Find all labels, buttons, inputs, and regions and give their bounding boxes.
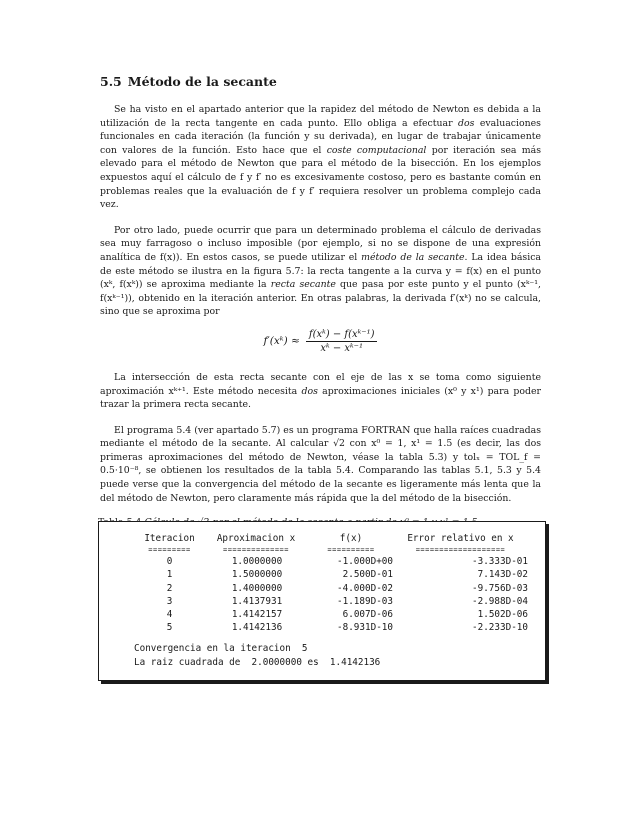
table-row bbox=[136, 568, 528, 581]
table-cell: 1.5000000 bbox=[231, 569, 283, 581]
results-table bbox=[136, 532, 528, 634]
section-number: 5.5 bbox=[100, 74, 122, 89]
table-row bbox=[136, 582, 528, 595]
secant-derivative-formula bbox=[100, 329, 541, 359]
table-cell: 1.0000000 bbox=[231, 556, 283, 568]
section-title bbox=[100, 74, 541, 89]
table-cell: 1.4137931 bbox=[231, 595, 283, 607]
table-cell: 1.4142136 bbox=[231, 622, 283, 634]
results-box bbox=[98, 521, 546, 681]
header-underline: ========= bbox=[148, 546, 191, 555]
paragraph-4 bbox=[100, 424, 541, 506]
table-cell: 5 bbox=[166, 622, 173, 634]
table-row bbox=[136, 608, 528, 621]
emphasis-text: método de la secante bbox=[361, 251, 465, 263]
convergence-line: Convergencia en la iteracion 5 bbox=[134, 643, 308, 654]
table-cell: 0 bbox=[166, 556, 173, 568]
table-cell: 4 bbox=[166, 609, 173, 621]
header-underline: ========== bbox=[327, 546, 375, 555]
column-header-approximation: Aproximacion x bbox=[216, 533, 296, 544]
header-underline: =================== bbox=[415, 546, 506, 555]
paragraph-text: Por otro lado, puede ocurrir que para un determinado problema el cálculo de derivadas sea muy farragoso o incluso imposible (por ejemplo, si no se dispone de una expresión analítica de f(x)). En estos casos, se puede utilizar el bbox=[100, 224, 541, 263]
section-title-text: Método de la secante bbox=[127, 74, 277, 89]
formula-lhs: f′(xᵏ) ≈ bbox=[263, 335, 300, 348]
paragraph-text: La intersección de esta recta secante con el eje de las x se toma como siguiente aproximación xᵏ⁺¹. Este método necesita bbox=[100, 371, 541, 397]
emphasis-text: coste computacional bbox=[326, 144, 427, 156]
table-cell: -2.233D-10 bbox=[472, 622, 528, 634]
table-cell: 1.502D-06 bbox=[477, 609, 528, 621]
table-cell: 7.143D-02 bbox=[477, 569, 528, 581]
table-cell: 1.4142157 bbox=[231, 609, 283, 621]
paragraph-text: por iteración sea más elevado para el método de Newton que para el método de la bisección. En los ejemplos expuestos aquí el cálculo de f y f′ no es excesivamente costoso, pero es bastante común en problemas reales que la evaluación de f y f′ requiera resolver un problema complejo cada vez. bbox=[100, 144, 542, 211]
table-row bbox=[136, 555, 528, 568]
table-cell: -2.988D-04 bbox=[472, 595, 528, 607]
paragraph-3 bbox=[100, 371, 541, 412]
convergence-output bbox=[134, 642, 380, 669]
paragraph-text: El programa 5.4 (ver apartado 5.7) es un programa FORTRAN que halla raíces cuadradas mediante el método de la secante. Al calcular √2 con x⁰ = 1, x¹ = 1.5 (es decir, las dos primeras aproximaciones del método de Newton, véase la tabla 5.3) y tolₓ = TOL_f = 0.5·10⁻⁸, se obtienen los resultados de la tabla 5.4. Comparando las tablas 5.1, 5.3 y 5.4 puede verse que la convergencia del método de la secante es ligeramente más lenta que la del método de Newton, pero claramente más rápida que la del método de la bisección. bbox=[100, 424, 541, 504]
table-cell: -1.189D-03 bbox=[337, 595, 393, 607]
column-header-iteration: Iteracion bbox=[144, 533, 195, 544]
paragraph-text: . La idea básica de este método se ilustra en la figura 5.7: la recta tangente a la curva y = f(x) en el punto (xᵏ, f(xᵏ)) se aproxima mediante la bbox=[100, 251, 542, 291]
formula-fraction bbox=[306, 329, 378, 354]
paragraph-2 bbox=[100, 224, 541, 319]
table-cell: -4.000D-02 bbox=[337, 582, 393, 594]
square-root-result-line: La raiz cuadrada de 2.0000000 es 1.4142136 bbox=[134, 656, 381, 668]
table-cell: -1.000D+00 bbox=[337, 556, 393, 568]
paragraph-text: Se ha visto en el apartado anterior que la rapidez del método de Newton es debida a la utilización de la recta tangente en cada punto. Ello obliga a efectuar bbox=[100, 104, 541, 129]
emphasis-text: dos bbox=[457, 117, 475, 129]
table-cell: 2 bbox=[166, 582, 173, 594]
paragraph-text: evaluaciones funcionales en cada iteración (la función y su derivada), en lugar de trabajar únicamente con valores de la función. Esto hace que el bbox=[100, 117, 541, 156]
formula-numerator: f(xᵏ) − f(xᵏ⁻¹) bbox=[306, 329, 378, 342]
table-cell: 1 bbox=[166, 569, 173, 581]
table-cell: -8.931D-10 bbox=[337, 622, 393, 634]
paragraph-1 bbox=[100, 103, 541, 212]
formula-denominator: xᵏ − xᵏ⁻¹ bbox=[320, 342, 363, 354]
table-cell: 1.4000000 bbox=[231, 582, 283, 594]
table-row bbox=[136, 621, 528, 634]
emphasis-text: recta secante bbox=[270, 279, 336, 291]
table-cell: -9.756D-03 bbox=[472, 582, 528, 594]
column-header-fx: f(x) bbox=[339, 533, 363, 544]
paragraph-text: que pasa por este punto y el punto (xᵏ⁻¹, f(xᵏ⁻¹)), obtenido en la iteración anterior. En otras palabras, la derivada f′(xᵏ) no se calcula, sino que se aproxima por bbox=[100, 279, 541, 318]
table-cell: 6.007D-06 bbox=[342, 609, 393, 621]
emphasis-text: dos bbox=[301, 385, 318, 397]
table-cell: 3 bbox=[166, 595, 173, 607]
paragraph-text: aproximaciones iniciales (x⁰ y x¹) para poder trazar la primera recta secante. bbox=[100, 385, 542, 411]
table-row bbox=[136, 595, 528, 608]
document-page bbox=[100, 74, 541, 540]
table-cell: -3.333D-01 bbox=[472, 556, 528, 568]
header-underline: ============== bbox=[222, 546, 289, 555]
table-cell: 2.500D-01 bbox=[342, 569, 393, 581]
column-header-relative-error: Error relativo en x bbox=[407, 533, 514, 544]
